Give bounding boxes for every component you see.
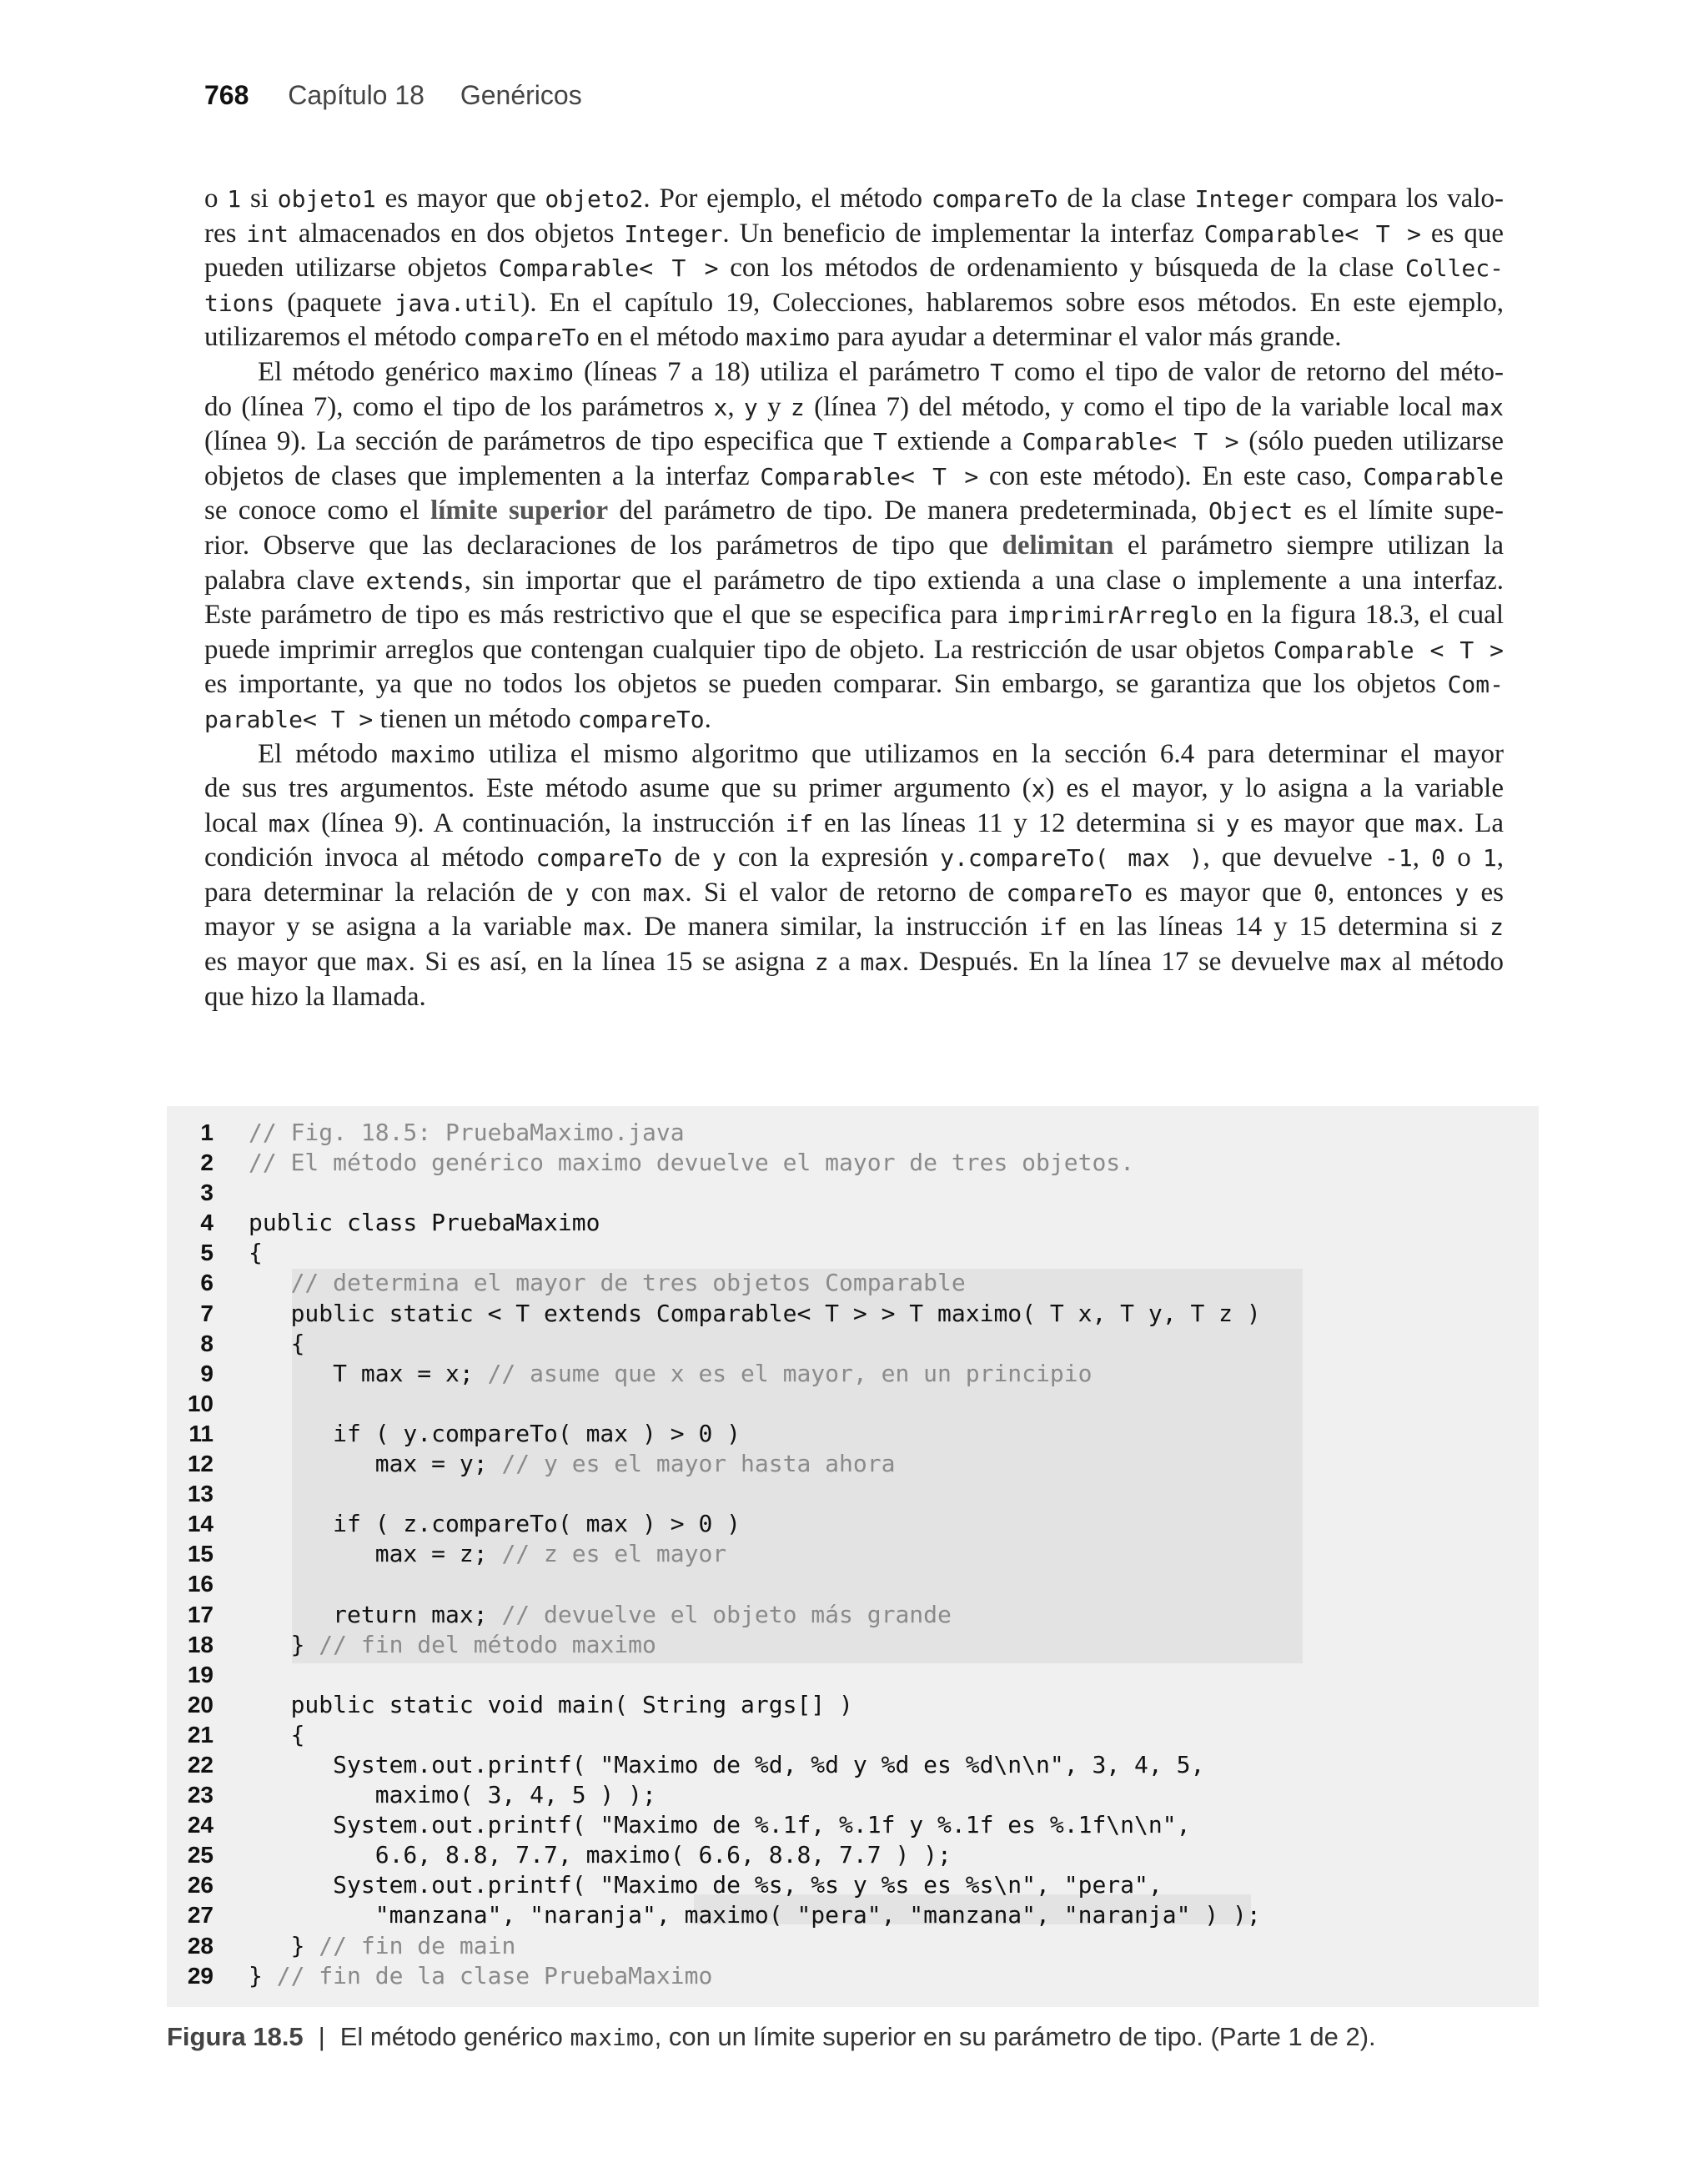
text-run: a [828, 947, 861, 978]
text-run: tienen un método [373, 703, 578, 734]
code-comment: // Fig. 18.5: PruebaMaximo.java [249, 1119, 685, 1146]
inline-code: 0 [1314, 878, 1328, 907]
caption-separator: | [318, 2022, 325, 2051]
body-line [204, 737, 1504, 772]
code-source: } [249, 1630, 319, 1658]
body-line [204, 320, 1504, 355]
inline-code: compareTo [535, 844, 663, 873]
body-line [204, 182, 1504, 217]
line-number: 9 [200, 1360, 214, 1386]
code-line [175, 1780, 1261, 1810]
inline-code: objeto2 [545, 185, 644, 213]
code-source: { [249, 1720, 305, 1748]
code-source: { [249, 1239, 263, 1267]
code-line [175, 1569, 1261, 1599]
code-line [175, 1449, 1261, 1479]
inline-code: x [713, 393, 728, 421]
line-number: 26 [187, 1872, 214, 1899]
inline-code: Comparable< T > [760, 462, 979, 490]
inline-code: 1 [227, 185, 242, 213]
code-source: public static void main( String args[] ) [249, 1690, 853, 1718]
inline-code: extends [365, 566, 465, 595]
text-run: el parámetro siempre utilizan la [1113, 530, 1504, 561]
text-run: extiende a [887, 426, 1022, 457]
body-line [204, 286, 1504, 321]
code-line [175, 1389, 1261, 1419]
inline-code: maximo [746, 324, 831, 352]
text-run: y [757, 391, 791, 422]
text-run: o [1445, 843, 1483, 873]
text-run: . Un beneficio de implementar la interfaz [722, 218, 1204, 249]
text-run: (línea 7) del método, y como el tipo de la variable local [804, 391, 1462, 422]
inline-code: parable< T > [204, 705, 374, 733]
code-line [175, 1178, 1261, 1208]
line-number: 7 [200, 1300, 214, 1326]
body-line [204, 598, 1504, 633]
code-line [175, 1630, 1261, 1660]
text-run: palabra clave [204, 565, 366, 596]
text-run: es mayor que [204, 947, 366, 978]
line-number: 24 [187, 1812, 214, 1838]
text-run: condición invoca al método [204, 843, 536, 873]
code-source: public class PruebaMaximo [249, 1209, 600, 1237]
code-source: T max = x; [249, 1359, 488, 1387]
text-run: (sólo pueden utilizarse [1238, 426, 1504, 457]
caption-code: maximo [570, 2024, 655, 2051]
inline-code: y [1454, 878, 1469, 907]
text-run: almacenados en dos objetos [289, 218, 625, 249]
text-run: que hizo la llamada. [204, 981, 426, 1012]
body-line [204, 529, 1504, 564]
text-run: utiliza el mismo algoritmo que utilizamos en la sección 6.4 para determinar el mayor [475, 738, 1504, 769]
inline-code: max [1414, 809, 1458, 837]
text-run: . [704, 703, 711, 734]
inline-code: y [1225, 809, 1240, 837]
code-source: "manzana", "naranja", maximo( "pera", "manzana", "naranja" ) ); [249, 1901, 1261, 1929]
line-number: 21 [187, 1721, 214, 1748]
code-comment: // determina el mayor de tres objetos Comparable [290, 1269, 966, 1297]
text-run: . La [1457, 807, 1505, 838]
text-run: se conoce como el [204, 495, 431, 526]
code-source: } [249, 1961, 277, 1989]
text-run: como el tipo de valor de retorno del méto- [1003, 356, 1504, 387]
inline-code: Integer [1194, 185, 1294, 213]
code-line [175, 1931, 1261, 1961]
code-source: maximo( 3, 4, 5 ) ); [249, 1781, 656, 1809]
body-line [204, 217, 1504, 252]
code-source: max = z; [249, 1540, 502, 1568]
text-run: (línea 9). La sección de parámetros de tipo especifica que [204, 426, 873, 457]
code-comment: // devuelve el objeto más grande [501, 1600, 952, 1628]
code-line [175, 1268, 1261, 1298]
code-source: System.out.printf( "Maximo de %d, %d y %d es %d\n\n", 3, 4, 5, [249, 1750, 1205, 1778]
caption-text: El método genérico [339, 2022, 570, 2051]
line-number: 14 [187, 1511, 214, 1537]
page-header [204, 80, 582, 111]
line-number: 27 [187, 1902, 214, 1929]
body-line [204, 772, 1504, 807]
inline-code: Object [1208, 497, 1294, 526]
text-run: en la figura 18.3, el cual [1218, 600, 1504, 631]
text-run: utilizaremos el método [204, 322, 464, 353]
inline-code: max [366, 948, 409, 977]
code-comment: // asume que x es el mayor, en un principio [487, 1359, 1093, 1387]
line-number: 22 [187, 1751, 214, 1778]
inline-code: y.compareTo( max ) [940, 844, 1203, 873]
inline-code: Comparable < T > [1273, 636, 1505, 664]
inline-code: compareTo [1006, 878, 1133, 907]
inline-code: compareTo [931, 185, 1058, 213]
text-run: Este parámetro de tipo es más restrictivo que el que se especifica para [204, 600, 1007, 631]
inline-code: T [873, 428, 887, 456]
code-comment: // fin de la clase PruebaMaximo [276, 1961, 713, 1989]
code-source: max = y; [249, 1450, 502, 1478]
inline-code: Com- [1447, 671, 1504, 699]
text-run: . Si el valor de retorno de [685, 877, 1007, 908]
line-number: 19 [187, 1661, 214, 1688]
line-number: 3 [200, 1180, 214, 1206]
body-line [204, 667, 1504, 702]
text-run: , que devuelve [1203, 843, 1385, 873]
text-run: del parámetro de tipo. De manera predeterminada, [608, 495, 1209, 526]
code-line [175, 1299, 1261, 1329]
body-line [204, 876, 1504, 911]
body-line [204, 633, 1504, 668]
line-number: 10 [187, 1390, 214, 1416]
text-run: (líneas 7 a 18) utiliza el parámetro [574, 356, 991, 387]
line-number: 16 [187, 1571, 214, 1597]
key-term: delimitan [1002, 530, 1114, 561]
text-run: o [204, 184, 228, 214]
text-run: objetos de clases que implementen a la interfaz [204, 460, 761, 491]
text-run: ). En el capítulo 19, Colecciones, hablaremos sobre esos métodos. En este ejemplo, [520, 287, 1504, 318]
text-run: compara los valo- [1293, 184, 1504, 214]
text-run: . Después. En la línea 17 se devuelve [902, 947, 1340, 978]
inline-code: objeto1 [277, 185, 376, 213]
inline-code: 0 [1431, 844, 1446, 873]
inline-code: max [642, 878, 686, 907]
inline-code: Comparable< T > [1022, 428, 1239, 456]
code-listing [175, 1118, 1261, 1991]
code-source: if ( z.compareTo( max ) > 0 ) [249, 1510, 741, 1538]
key-term: límite superior [430, 495, 609, 526]
text-run: es mayor que [1133, 877, 1314, 908]
body-line [204, 425, 1504, 460]
body-line [204, 494, 1504, 529]
text-run: , entonces [1327, 877, 1455, 908]
inline-code: y [565, 878, 580, 907]
text-run: (paquete [274, 287, 394, 318]
inline-code: max [1339, 948, 1383, 977]
code-line [175, 1720, 1261, 1750]
code-comment: // fin de main [319, 1931, 516, 1959]
code-source: public static < T extends Comparable< T > > T maximo( T x, T y, T z ) [249, 1299, 1261, 1327]
text-run: al método [1382, 947, 1504, 978]
text-run: ) es el mayor, y lo asigna a la variable [1045, 773, 1505, 804]
text-run: , sin importar que el parámetro de tipo extienda a una clase o implemente a una interfaz. [464, 565, 1505, 596]
code-source: System.out.printf( "Maximo de %.1f, %.1f y %.1f es %.1f\n\n", [249, 1811, 1191, 1839]
text-run: mayor y se asigna a la variable [204, 912, 584, 943]
line-number: 28 [187, 1932, 214, 1959]
code-source: 6.6, 8.8, 7.7, maximo( 6.6, 8.8, 7.7 ) ); [249, 1841, 952, 1869]
text-run: . Si es así, en la línea 15 se asigna [408, 947, 815, 978]
inline-code: max [583, 913, 626, 942]
inline-code: maximo [489, 358, 575, 386]
text-run: puede imprimir arreglos que contengan cualquier tipo de objeto. La restricción de usar objetos [204, 634, 1273, 665]
inline-code: max [1461, 393, 1504, 421]
body-line [204, 564, 1504, 599]
inline-code: compareTo [463, 324, 590, 352]
inline-code: compareTo [577, 705, 705, 733]
code-line [175, 1359, 1261, 1389]
inline-code: tions [204, 289, 275, 317]
code-line [175, 1810, 1261, 1840]
code-line [175, 1660, 1261, 1690]
text-run: con la expresión [726, 843, 941, 873]
code-line [175, 1750, 1261, 1780]
text-run: rior. Observe que las declaraciones de los parámetros de tipo que [204, 530, 1002, 561]
text-run: es importante, ya que no todos los objetos se pueden comparar. Sin embargo, se garantiza que los objetos [204, 669, 1448, 700]
body-line [204, 807, 1504, 842]
line-number: 25 [187, 1842, 214, 1869]
line-number: 11 [188, 1420, 214, 1446]
inline-code: Comparable [1363, 462, 1504, 490]
line-number: 8 [200, 1330, 214, 1356]
code-line [175, 1600, 1261, 1630]
text-run: de sus tres argumentos. Este método asume que su primer argumento ( [204, 773, 1032, 804]
code-source: System.out.printf( "Maximo de %s, %s y %s es %s\n", "pera", [249, 1871, 1163, 1899]
line-number: 18 [187, 1631, 214, 1657]
code-source [249, 1269, 291, 1296]
inline-code: -1 [1384, 844, 1413, 873]
code-comment: // y es el mayor hasta ahora [501, 1450, 896, 1478]
code-source: { [249, 1329, 305, 1357]
code-line [175, 1329, 1261, 1359]
code-line [175, 1148, 1261, 1178]
inline-code: z [814, 948, 829, 977]
code-line [175, 1118, 1261, 1148]
inline-code: Comparable< T > [1203, 219, 1421, 248]
text-run: es que [1421, 218, 1504, 249]
line-number: 13 [187, 1481, 214, 1507]
text-run: en las líneas 11 y 12 determina si [813, 807, 1226, 838]
text-run: es mayor que [1239, 807, 1415, 838]
inline-code: max [268, 809, 311, 837]
inline-code: if [1039, 913, 1068, 942]
chapter-label: Capítulo 18 [288, 80, 424, 110]
inline-code: if [785, 809, 814, 837]
text-run: con este método). En este caso, [978, 460, 1364, 491]
inline-code: y [711, 844, 726, 873]
text-run: en el método [590, 322, 746, 353]
code-line [175, 1900, 1261, 1930]
line-number: 17 [187, 1601, 214, 1627]
code-line [175, 1208, 1261, 1238]
text-run: , [1496, 843, 1504, 873]
inline-code: z [790, 393, 805, 421]
code-source: if ( y.compareTo( max ) > 0 ) [249, 1419, 741, 1447]
page-number: 768 [204, 80, 249, 110]
code-comment: // z es el mayor [501, 1540, 727, 1568]
line-number: 15 [187, 1541, 214, 1567]
caption-text-end: , con un límite superior en su parámetro de tipo. (Parte 1 de 2). [654, 2022, 1376, 2051]
code-line [175, 1961, 1261, 1991]
inline-code: maximo [390, 740, 475, 768]
text-run: do (línea 7), como el tipo de los parámetros [204, 391, 714, 422]
code-line [175, 1238, 1261, 1268]
inline-code: 1 [1482, 844, 1497, 873]
text-run: con [579, 877, 643, 908]
line-number: 5 [200, 1240, 214, 1266]
code-comment: // El método genérico maximo devuelve el mayor de tres objetos. [249, 1149, 1135, 1177]
text-run: , [1412, 843, 1432, 873]
body-line [204, 355, 1504, 390]
text-run: . De manera similar, la instrucción [625, 912, 1040, 943]
body-line [204, 945, 1504, 980]
line-number: 1 [200, 1119, 214, 1145]
code-line [175, 1479, 1261, 1509]
body-line [204, 910, 1504, 945]
text-run: es el límite supe- [1293, 495, 1504, 526]
code-line [175, 1419, 1261, 1449]
text-run: . Por ejemplo, el método [643, 184, 932, 214]
figure-label: Figura 18.5 [167, 2022, 304, 2051]
body-line [204, 390, 1504, 425]
body-text [204, 182, 1504, 1014]
line-number: 23 [187, 1782, 214, 1808]
line-number: 20 [187, 1691, 214, 1718]
body-line [204, 980, 1504, 1015]
text-run: res [204, 218, 247, 249]
inline-code: int [246, 219, 289, 248]
line-number: 2 [200, 1149, 214, 1176]
line-number: 6 [200, 1270, 214, 1296]
text-run: (línea 9). A continuación, la instrucción [310, 807, 786, 838]
line-number: 12 [187, 1451, 214, 1477]
inline-code: java.util [394, 289, 521, 317]
code-comment: // fin del método maximo [319, 1630, 656, 1658]
body-line [204, 251, 1504, 286]
text-run: de [662, 843, 712, 873]
inline-code: z [1489, 913, 1504, 942]
code-source: return max; [249, 1600, 502, 1628]
text-run: , [727, 391, 744, 422]
text-run: en las líneas 14 y 15 determina si [1067, 912, 1490, 943]
text-run: con los métodos de ordenamiento y búsqueda de la clase [718, 253, 1405, 284]
inline-code: T [990, 358, 1004, 386]
code-line [175, 1840, 1261, 1870]
text-run: El método genérico [258, 356, 490, 387]
body-line [204, 460, 1504, 495]
text-run: es mayor que [375, 184, 545, 214]
inline-code: imprimirArreglo [1007, 601, 1218, 630]
figure-caption [167, 2022, 1376, 2052]
text-run: para ayudar a determinar el valor más grande. [830, 322, 1342, 353]
code-line [175, 1870, 1261, 1900]
text-run: si [241, 184, 278, 214]
text-run: local [204, 807, 269, 838]
inline-code: Integer [624, 219, 723, 248]
text-run: es [1469, 877, 1504, 908]
line-number: 4 [200, 1210, 214, 1236]
inline-code: Collec- [1404, 254, 1504, 283]
inline-code: x [1031, 775, 1046, 803]
text-run: de la clase [1057, 184, 1195, 214]
code-line [175, 1539, 1261, 1569]
text-run: para determinar la relación de [204, 877, 565, 908]
inline-code: y [743, 393, 758, 421]
line-number: 29 [187, 1962, 214, 1989]
body-line [204, 841, 1504, 876]
body-line [204, 702, 1504, 737]
code-line [175, 1509, 1261, 1539]
chapter-title: Genéricos [460, 80, 582, 110]
text-run: pueden utilizarse objetos [204, 253, 499, 284]
code-line [175, 1690, 1261, 1720]
inline-code: max [860, 948, 902, 977]
inline-code: Comparable< T > [498, 254, 719, 283]
code-source: } [249, 1931, 319, 1959]
text-run: El método [258, 738, 391, 769]
